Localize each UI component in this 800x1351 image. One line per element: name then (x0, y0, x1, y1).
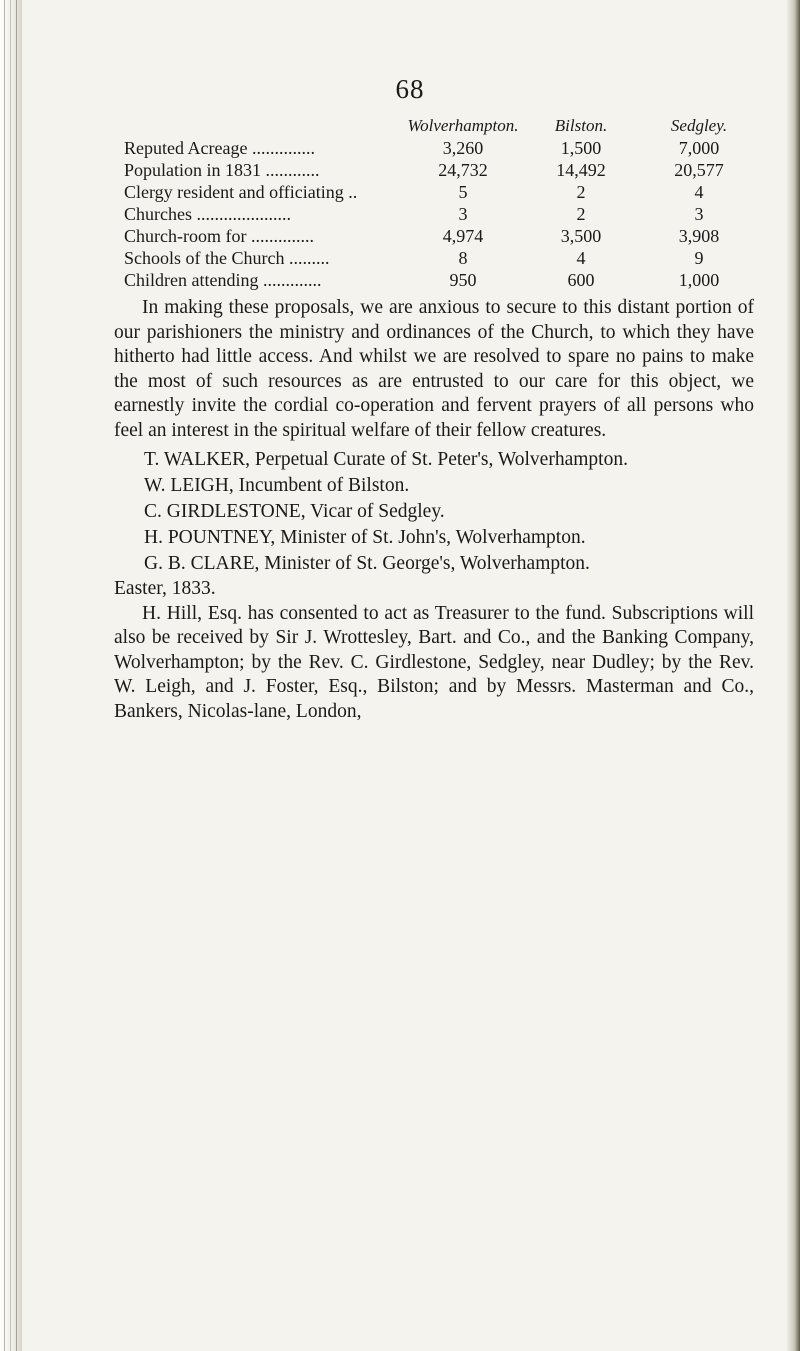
signatory: T. WALKER, Perpetual Curate of St. Peter's, Wolverhampton. (144, 449, 628, 470)
body-text (114, 296, 754, 724)
column-header: Bilston. (554, 116, 608, 135)
table-cell: 14,492 (556, 160, 606, 180)
table-cell: 24,732 (438, 160, 488, 180)
page-gutter (0, 0, 22, 1351)
table-row (124, 137, 758, 159)
table-cell: 9 (694, 248, 704, 268)
row-label: Reputed Acreage .............. (124, 138, 315, 158)
table-cell: 3,260 (442, 138, 484, 158)
signatory: C. GIRDLESTONE, Vicar of Sedgley. (144, 501, 445, 522)
table-cell: 8 (458, 248, 468, 268)
signatory-list (114, 447, 754, 577)
table-cell: 4,974 (442, 226, 484, 246)
row-label: Clergy resident and officiating .. (124, 182, 358, 202)
column-header: Sedgley. (670, 116, 728, 135)
table-cell: 7,000 (678, 138, 720, 158)
table-cell: 3,908 (678, 226, 720, 246)
table-row (124, 247, 758, 269)
row-label: Schools of the Church ......... (124, 248, 330, 268)
table-header-row (124, 115, 758, 137)
row-label: Church-room for .............. (124, 226, 314, 246)
row-label: Churches ..................... (124, 204, 291, 224)
table-row (124, 269, 758, 291)
table-cell: 3,500 (560, 226, 602, 246)
table-row (124, 159, 758, 181)
table-row (124, 203, 758, 225)
statistics-table (124, 115, 758, 291)
row-label: Children attending ............. (124, 270, 322, 290)
appeal-paragraph: In making these proposals, we are anxious to secure to this distant portion of our parishioners the ministry and ordinances of the Church, to which they have hitherto had little access. And whilst we are resolved to spare no pains to make the most of such resources as are entrusted to our care for this object, we earnestly invite the cordial co-operation and fervent prayers of all persons who feel an interest in the spiritual welfare of their fellow creatures. (114, 297, 754, 441)
table-cell: 1,500 (560, 138, 602, 158)
table-cell: 5 (458, 182, 468, 202)
page-edge-shadow (786, 0, 800, 1351)
table-row (124, 181, 758, 203)
table-cell: 600 (567, 270, 595, 290)
table-row (124, 225, 758, 247)
table-cell: 20,577 (674, 160, 724, 180)
table-cell: 3 (694, 204, 704, 224)
table-cell: 4 (576, 248, 586, 268)
column-header: Wolverhampton. (407, 116, 519, 135)
page-number: 68 (395, 74, 425, 104)
treasurer-paragraph: H. Hill, Esq. has consented to act as Treasurer to the fund. Subscriptions will also be received by Sir J. Wrottesley, Bart. and Co., and the Banking Company, Wolverhampton; by the Rev. C. Girdlestone, Sedgley, near Dudley; by the Rev. W. Leigh, and J. Foster, Esq., Bilston; and by Messrs. Masterman and Co., Bankers, Nicolas-lane, London, (114, 602, 754, 722)
signatory: W. LEIGH, Incumbent of Bilston. (144, 475, 410, 496)
table-cell: 950 (449, 270, 477, 290)
table-cell: 3 (458, 204, 468, 224)
table-cell: 2 (576, 204, 586, 224)
table-cell: 4 (694, 182, 704, 202)
signatory: H. POUNTNEY, Minister of St. John's, Wolverhampton. (144, 527, 586, 548)
table-cell: 1,000 (678, 270, 720, 290)
signatory: G. B. CLARE, Minister of St. George's, Wolverhampton. (144, 553, 590, 574)
row-label: Population in 1831 ............ (124, 160, 320, 180)
date-line: Easter, 1833. (114, 578, 216, 599)
table-cell: 2 (576, 182, 586, 202)
